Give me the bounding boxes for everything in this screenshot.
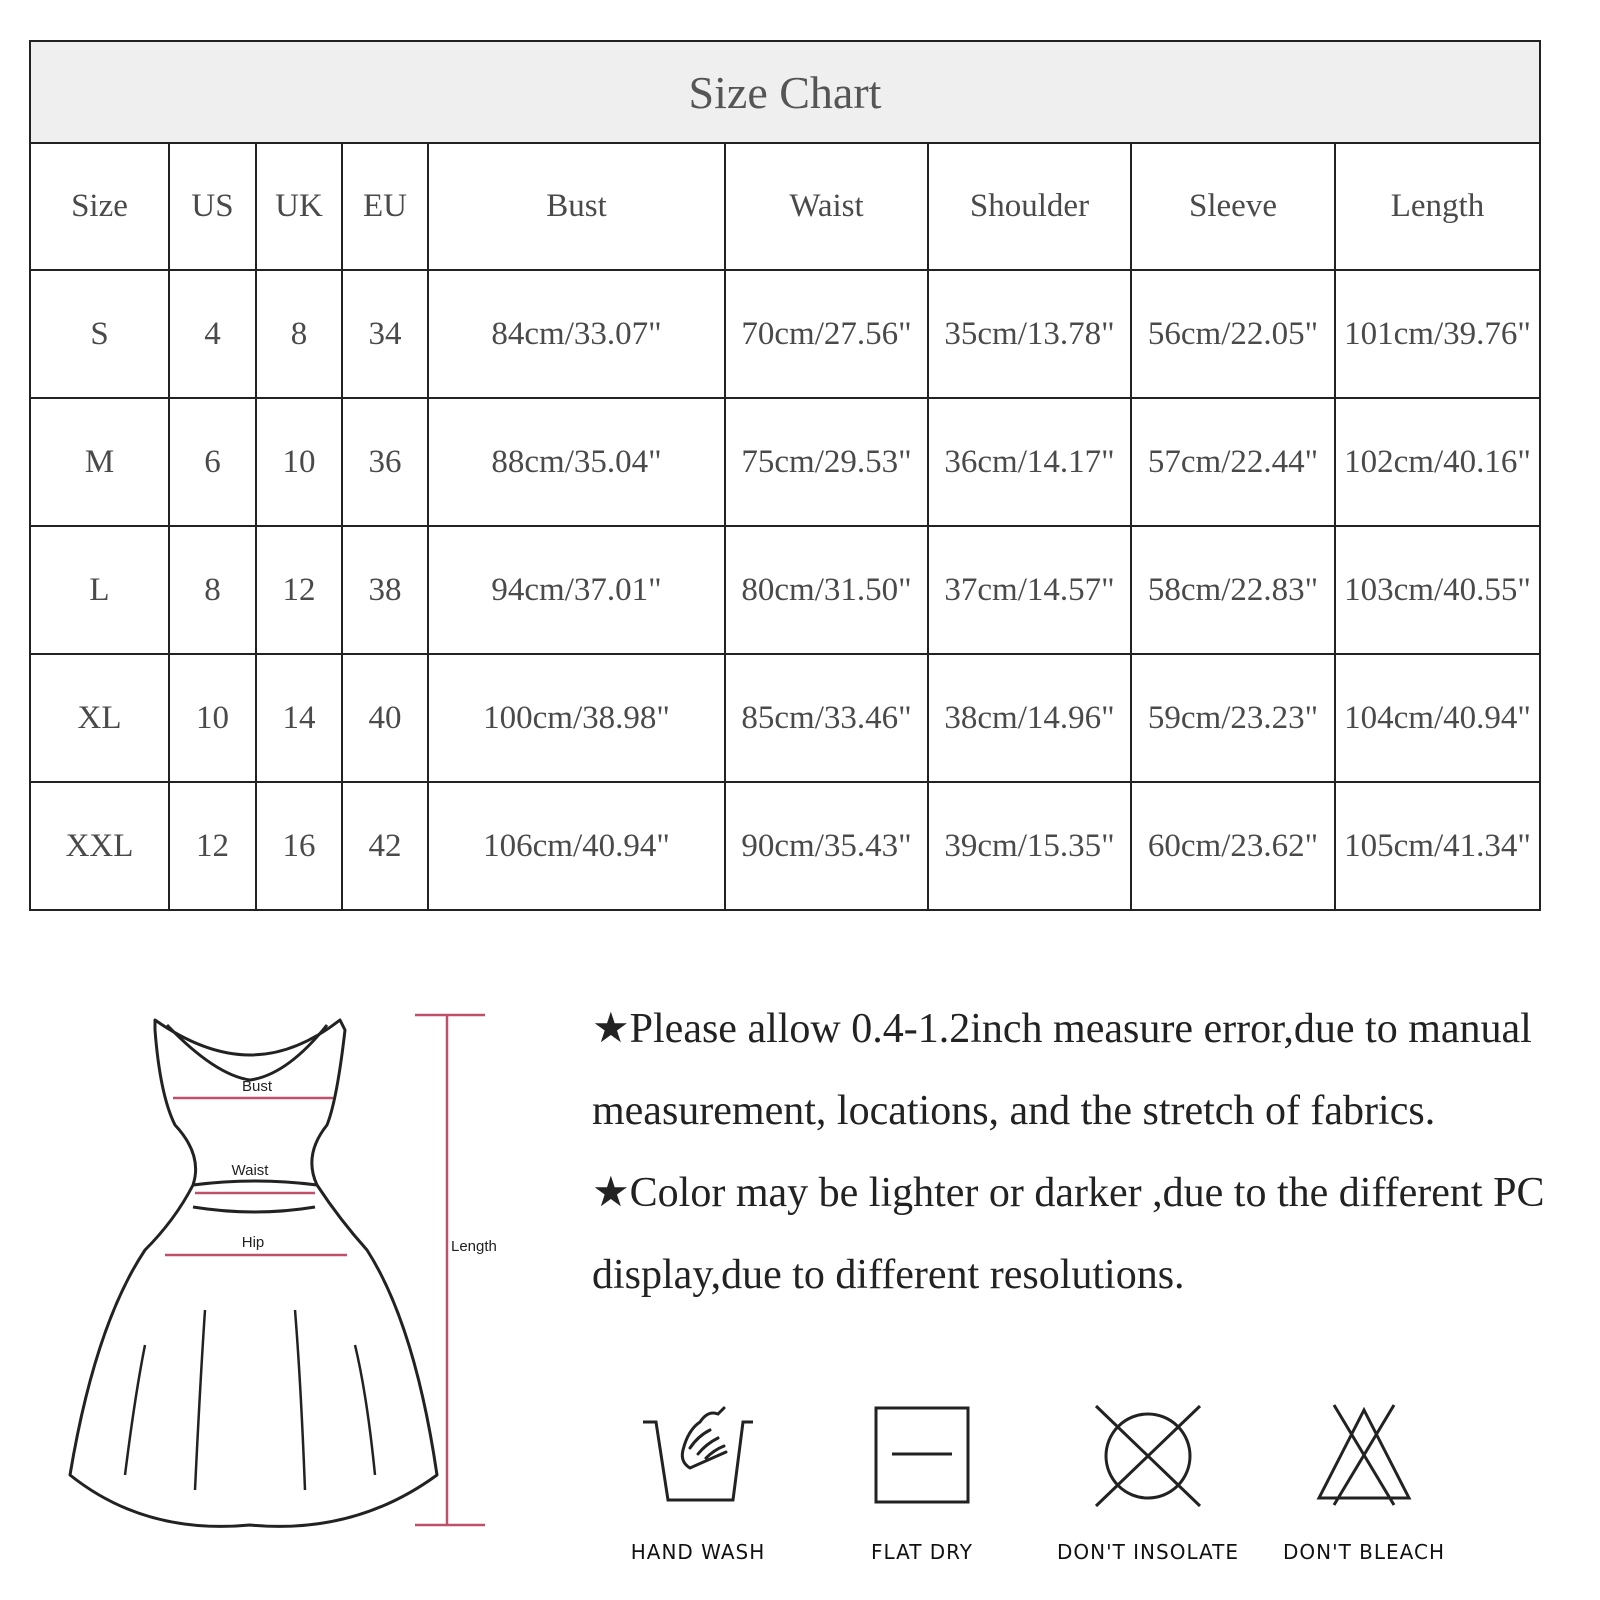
header-cell: Shoulder xyxy=(928,143,1131,270)
table-cell: L xyxy=(30,526,169,654)
care-dont-bleach xyxy=(1264,1400,1464,1564)
hand-wash-icon xyxy=(638,1400,758,1510)
table-cell: 36cm/14.17" xyxy=(928,398,1131,526)
table-cell: 12 xyxy=(256,526,342,654)
hand-wash-label: HAND WASH xyxy=(630,1540,766,1564)
table-cell: 88cm/35.04" xyxy=(428,398,725,526)
table-cell: 90cm/35.43" xyxy=(725,782,928,910)
table-cell: S xyxy=(30,270,169,398)
header-cell: EU xyxy=(342,143,428,270)
dress-outline xyxy=(70,1020,437,1526)
table-cell: 10 xyxy=(169,654,256,782)
header-cell: Waist xyxy=(725,143,928,270)
bust-label: Bust xyxy=(241,1078,273,1095)
table-row xyxy=(30,398,1540,526)
care-dont-insolate xyxy=(1048,1400,1248,1564)
table-cell: 102cm/40.16" xyxy=(1335,398,1540,526)
table-cell: 56cm/22.05" xyxy=(1131,270,1335,398)
table-cell: 70cm/27.56" xyxy=(725,270,928,398)
table-cell: 58cm/22.83" xyxy=(1131,526,1335,654)
table-cell: 39cm/15.35" xyxy=(928,782,1131,910)
flat-dry-label: FLAT DRY xyxy=(870,1540,974,1564)
table-row xyxy=(30,782,1540,910)
table-cell: 35cm/13.78" xyxy=(928,270,1131,398)
care-flat-dry xyxy=(822,1400,1022,1564)
table-cell: XL xyxy=(30,654,169,782)
table-cell: 59cm/23.23" xyxy=(1131,654,1335,782)
header-cell: Sleeve xyxy=(1131,143,1335,270)
header-cell: US xyxy=(169,143,256,270)
table-cell: 38 xyxy=(342,526,428,654)
size-chart-table xyxy=(29,40,1541,911)
table-cell: 75cm/29.53" xyxy=(725,398,928,526)
table-cell: 36 xyxy=(342,398,428,526)
table-row xyxy=(30,270,1540,398)
care-hand-wash xyxy=(598,1400,798,1564)
table-cell: 100cm/38.98" xyxy=(428,654,725,782)
table-cell: 84cm/33.07" xyxy=(428,270,725,398)
table-cell: 14 xyxy=(256,654,342,782)
table-cell: 4 xyxy=(169,270,256,398)
size-chart-title: Size Chart xyxy=(30,41,1540,143)
dont-insolate-icon xyxy=(1088,1400,1208,1510)
table-cell: 57cm/22.44" xyxy=(1131,398,1335,526)
table-cell: 8 xyxy=(256,270,342,398)
table-cell: 103cm/40.55" xyxy=(1335,526,1540,654)
table-cell: 106cm/40.94" xyxy=(428,782,725,910)
header-cell: Bust xyxy=(428,143,725,270)
table-row xyxy=(30,654,1540,782)
table-cell: 34 xyxy=(342,270,428,398)
table-cell: 37cm/14.57" xyxy=(928,526,1131,654)
length-label: Length xyxy=(451,1238,497,1255)
table-cell: 94cm/37.01" xyxy=(428,526,725,654)
header-cell: UK xyxy=(256,143,342,270)
table-cell: XXL xyxy=(30,782,169,910)
hip-label: Hip xyxy=(241,1234,265,1251)
table-cell: 105cm/41.34" xyxy=(1335,782,1540,910)
table-cell: M xyxy=(30,398,169,526)
header-cell: Length xyxy=(1335,143,1540,270)
color-note: ★Color may be lighter or darker ,due to the different PC display,due to different resolutions. xyxy=(592,1170,1545,1298)
header-cell: Size xyxy=(30,143,169,270)
table-cell: 85cm/33.46" xyxy=(725,654,928,782)
waist-label: Waist xyxy=(231,1162,269,1179)
table-cell: 38cm/14.96" xyxy=(928,654,1131,782)
measure-error-note: ★Please allow 0.4-1.2inch measure error,due to manual measurement, locations, and the stretch of fabrics. xyxy=(592,1006,1532,1134)
table-cell: 101cm/39.76" xyxy=(1335,270,1540,398)
notes-block xyxy=(592,988,1582,1316)
table-row xyxy=(30,526,1540,654)
table-cell: 80cm/31.50" xyxy=(725,526,928,654)
table-cell: 42 xyxy=(342,782,428,910)
table-cell: 8 xyxy=(169,526,256,654)
flat-dry-icon xyxy=(862,1400,982,1510)
dont-bleach-icon xyxy=(1304,1400,1424,1510)
table-cell: 60cm/23.62" xyxy=(1131,782,1335,910)
table-cell: 10 xyxy=(256,398,342,526)
dont-bleach-label: DON'T BLEACH xyxy=(1282,1540,1445,1564)
table-cell: 40 xyxy=(342,654,428,782)
dont-insolate-label: DON'T INSOLATE xyxy=(1056,1540,1240,1564)
table-cell: 12 xyxy=(169,782,256,910)
table-cell: 6 xyxy=(169,398,256,526)
dress-measurement-diagram xyxy=(55,1005,525,1545)
table-cell: 16 xyxy=(256,782,342,910)
table-cell: 104cm/40.94" xyxy=(1335,654,1540,782)
header-row xyxy=(30,143,1540,270)
